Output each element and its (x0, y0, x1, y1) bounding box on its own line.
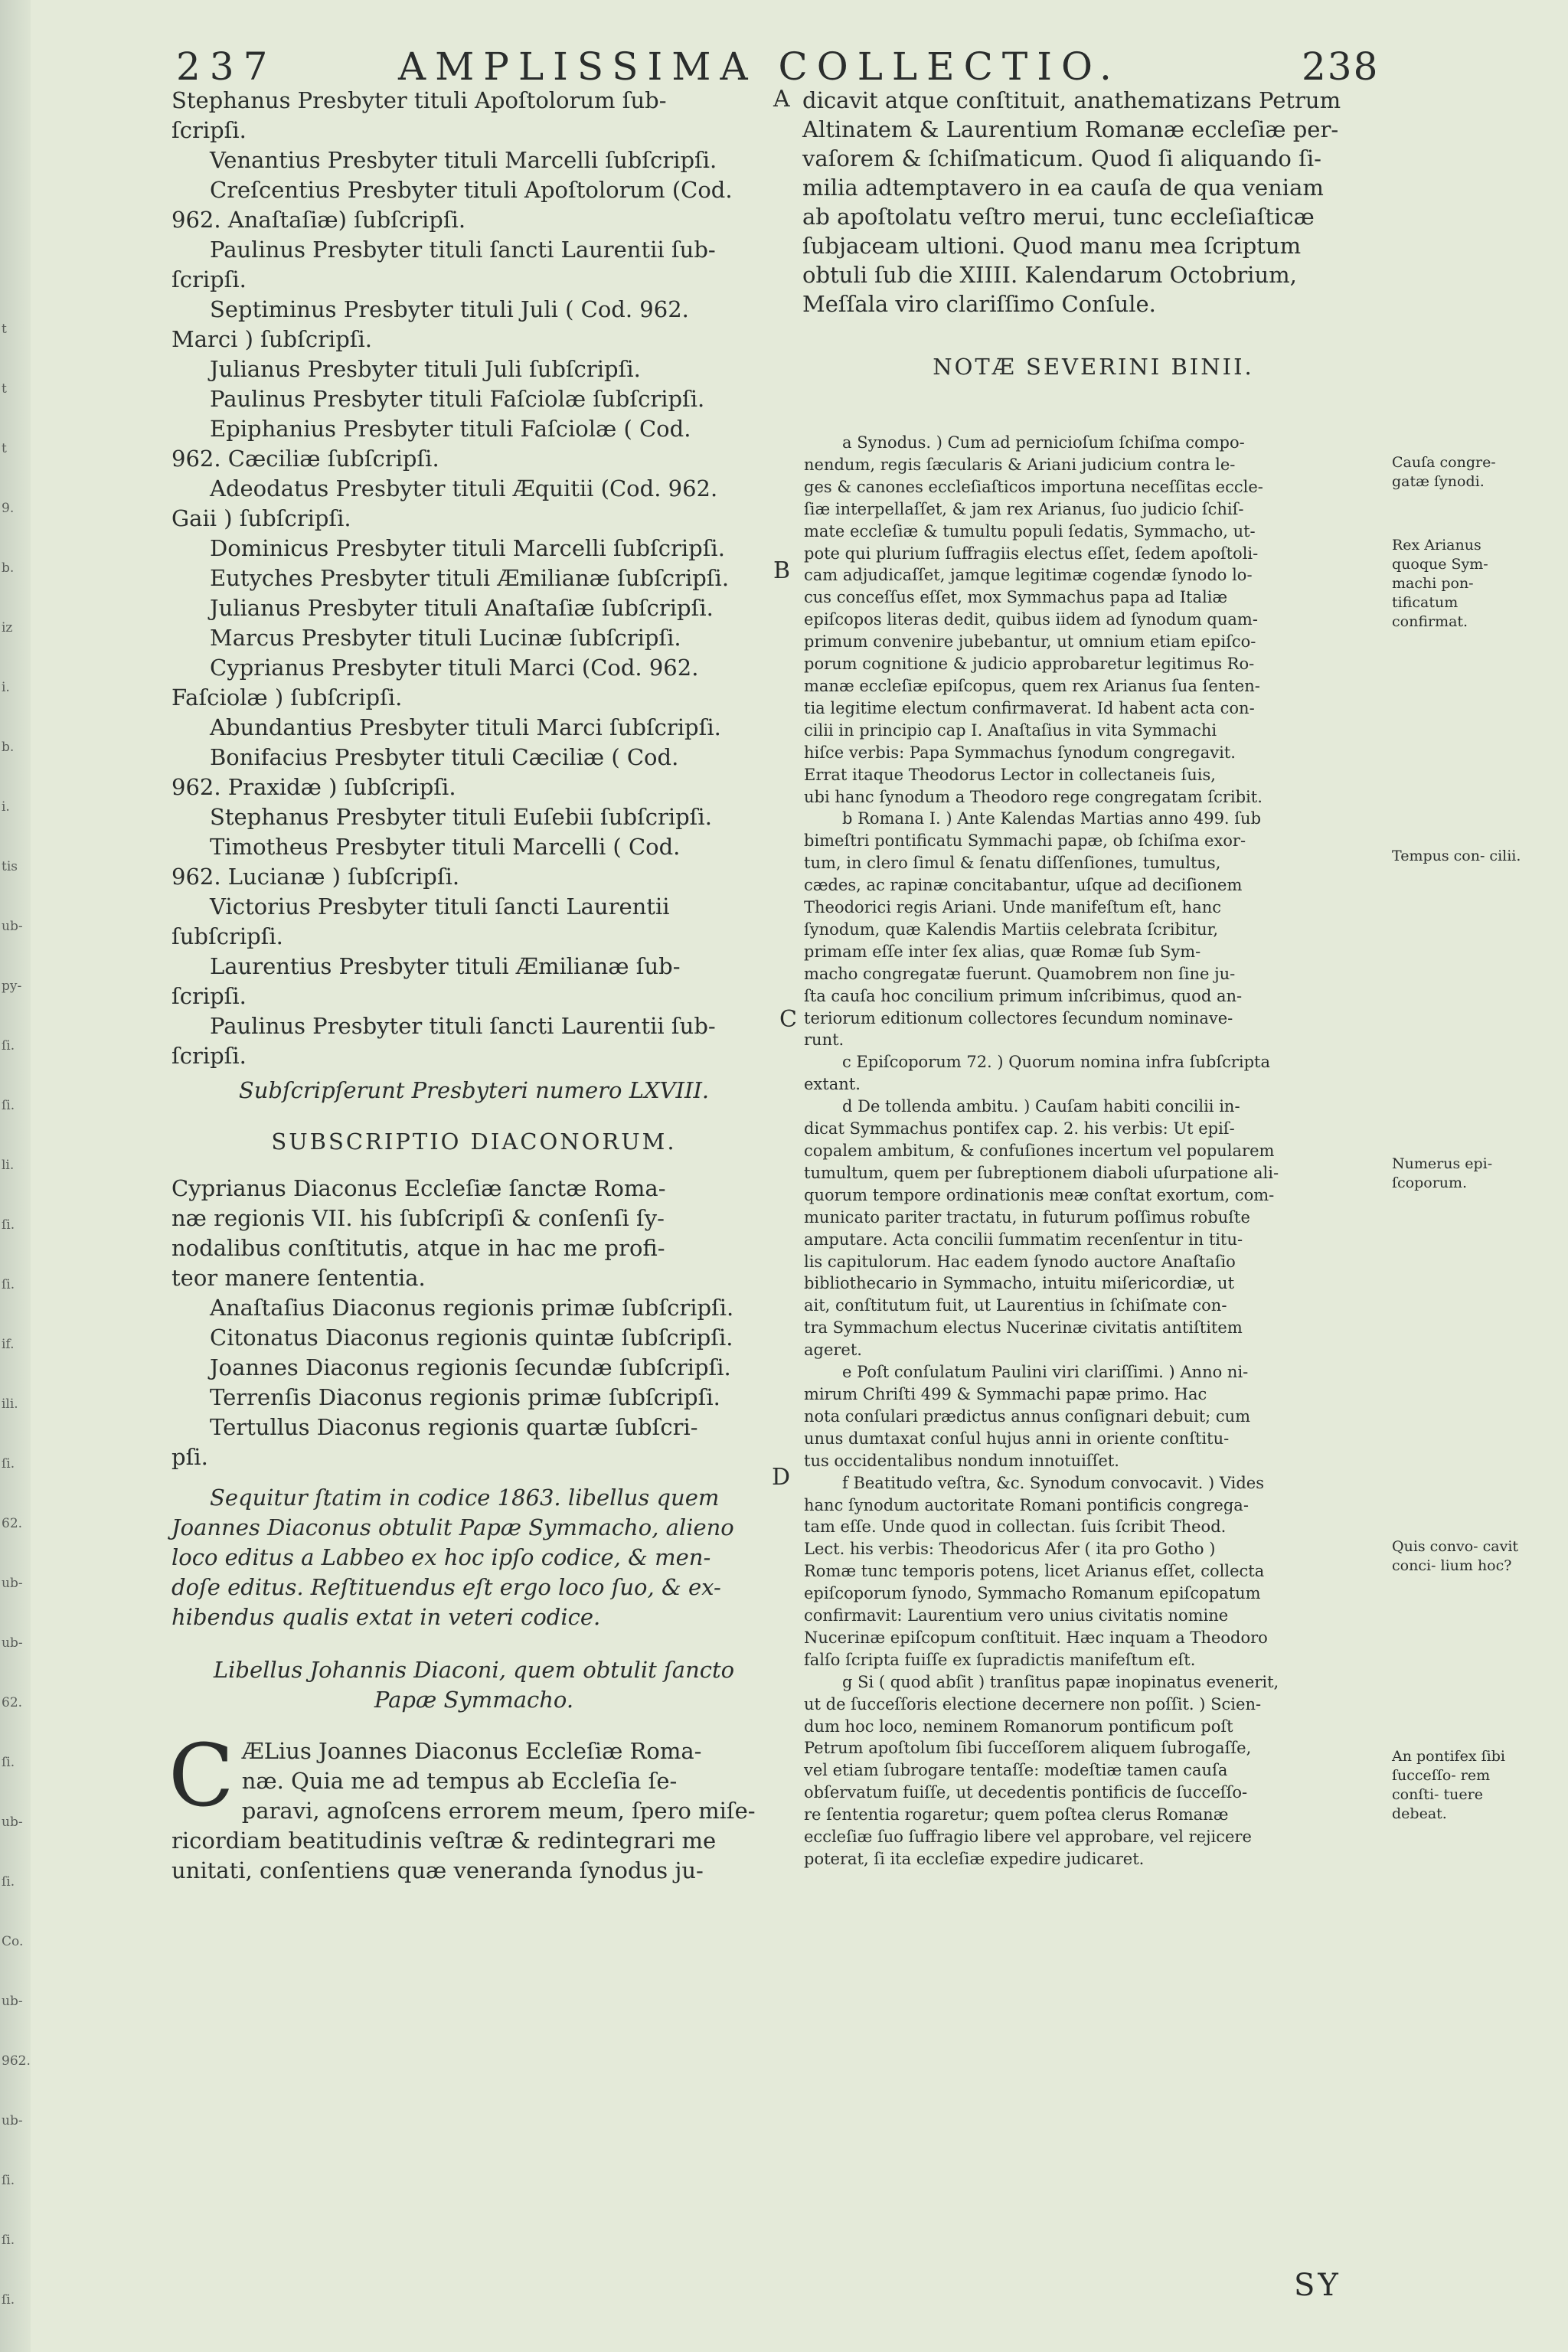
gutter-fragment: ſi. (2, 2292, 15, 2308)
text-line: Dominicus Presbyter tituli Marcelli ſubſcripſi. (210, 535, 725, 561)
text-line: porum cognitione & judicio approbaretur legitimus Ro- (804, 655, 1255, 674)
text-line: Romæ tunc temporis potens, licet Arianus eſſet, collecta (804, 1562, 1265, 1581)
text-line: ſiæ interpellaſſet, & jam rex Arianus, ſuo judicio ſchiſ- (804, 499, 1244, 518)
text-line: cus conceſſus eſſet, mox Symmachus papa ad Italiæ (804, 588, 1228, 607)
text-line: bimeſtri pontificatu Symmachi papæ, ob ſchiſma exor- (804, 831, 1246, 851)
text-line: Sequitur ſtatim in codice 1863. libellus quem (210, 1485, 720, 1511)
gutter-fragment: ſi. (2, 1098, 15, 1113)
binius-notes (804, 432, 1386, 1870)
gutter-fragment: b. (2, 740, 15, 755)
running-title: AMPLISSIMA COLLECTIO. (398, 44, 1121, 89)
gutter-fragment: ſi. (2, 1755, 15, 1770)
text-line: hiſce verbis: Papa Symmachus ſynodum congregavit. (804, 743, 1236, 762)
text-line: amputare. Acta concilii ſummatim recenſentur in titu- (804, 1230, 1243, 1249)
gutter-fragment: ſi. (2, 1277, 15, 1292)
text-line: Venantius Presbyter tituli Marcelli ſubſcripſi. (210, 147, 717, 173)
text-line: Marci ) ſubſcripſi. (172, 326, 372, 352)
page-number-right: 238 (1302, 44, 1380, 89)
text-line: 962. Praxidæ ) ſubſcripſi. (172, 774, 456, 800)
text-line: epiſcopos literas dedit, quibus iidem ad ſynodum quam- (804, 610, 1258, 629)
text-line: Cyprianus Presbyter tituli Marci (Cod. 962. (210, 655, 699, 681)
text-line: Libellus Johannis Diaconi, quem obtulit ſancto (213, 1657, 735, 1683)
text-line: copalem ambitum, & confuſiones incertum vel popularem (804, 1142, 1275, 1160)
gutter-fragment: ub- (2, 1635, 23, 1651)
text-line: poterat, ſi ita eccleſiæ expedire judicaret. (804, 1850, 1145, 1868)
text-line: Epiphanius Presbyter tituli Faſciolæ ( Cod. (210, 416, 691, 442)
notes-heading: NOTÆ SEVERINI BINII. (933, 354, 1254, 380)
text-line: vel etiam ſubrogare tentaſſe: modeſtiæ tamen cauſa (804, 1761, 1228, 1780)
text-line: unus dumtaxat conſul hujus anni in oriente conſtitu- (804, 1429, 1230, 1448)
gutter-fragment: t (2, 322, 7, 337)
text-line: nendum, regis ſæcularis & Ariani judicium contra le- (804, 455, 1236, 474)
text-line: Gaii ) ſubſcripſi. (172, 505, 351, 531)
text-line: a Synodus. ) Cum ad pernicioſum ſchiſma compo- (842, 433, 1245, 452)
gutter-fragment: i. (2, 680, 10, 695)
drop-cap: C (168, 1726, 234, 1826)
text-line: epiſcoporum ſynodo, Symmacho Romanum epiſcopatum (804, 1584, 1261, 1603)
text-line: Marcus Presbyter tituli Lucinæ ſubſcripſi. (210, 625, 681, 651)
text-line: næ. Quia me ad tempus ab Eccleſia ſe- (241, 1768, 678, 1794)
gutter-fragment: tis (2, 859, 18, 874)
text-line: lis capitulorum. Hac eadem ſynodo auctore Anaſtaſio (804, 1252, 1236, 1271)
text-line: ubi hanc ſynodum a Theodoro rege congregatam ſcribit. (804, 787, 1263, 806)
libellus-continuation (802, 86, 1384, 318)
text-line: ges & canones eccleſiaſticos importuna neceſſitas eccle- (804, 477, 1263, 496)
text-line: ab apoſtolatu veſtro merui, tunc eccleſiaſticæ (802, 204, 1315, 230)
text-line: 962. Lucianæ ) ſubſcripſi. (172, 864, 460, 890)
section-letter-a: A (773, 86, 790, 113)
text-line: ſynodum, quæ Kalendis Martiis celebrata ſcribitur, (804, 920, 1219, 939)
gutter-fragment: i. (2, 799, 10, 815)
gutter-fragment: 62. (2, 1695, 23, 1710)
text-line: næ regionis VII. his ſubſcripſi & conſenſi ſy- (172, 1205, 665, 1231)
text-line: pſi. (172, 1444, 208, 1470)
libellus-title (172, 1655, 776, 1715)
text-line: Meſſala viro clariſſimo Conſule. (802, 291, 1156, 317)
gutter-fragment: ub- (2, 2113, 23, 2128)
deacon-subscriptions (172, 1174, 776, 1472)
text-line: ſta cauſa hoc concilium primum inſcribimus, quod an- (804, 986, 1243, 1005)
text-line: f Beatitudo veſtra, &c. Synodum convocavit. ) Vides (842, 1473, 1265, 1492)
catchword: SY (1294, 2268, 1341, 2303)
gutter-fragment: ili. (2, 1396, 18, 1412)
text-line: Faſciolæ ) ſubſcripſi. (172, 684, 403, 710)
gutter-fragment: li. (2, 1158, 15, 1173)
deacons-heading: SUBSCRIPTIO DIACONORUM. (271, 1129, 677, 1155)
text-line: paravi, agnoſcens errorem meum, ſpero miſe- (241, 1798, 756, 1824)
text-line: milia adtemptavero in ea cauſa de qua veniam (802, 175, 1324, 201)
margin-note: An pontifex ſibi ſucceſſo- rem conſti- tuere debeat. (1392, 1748, 1505, 1822)
text-line: ricordiam beatitudinis veſtræ & redintegrari me (172, 1828, 717, 1854)
gutter-fragment: ub- (2, 1994, 23, 2009)
text-line: d De tollenda ambitu. ) Cauſam habiti concilii in- (842, 1097, 1240, 1116)
text-line: hanc ſynodum auctoritate Romani pontificis congrega- (804, 1495, 1249, 1514)
text-line: c Epiſcoporum 72. ) Quorum nomina infra ſubſcripta (842, 1053, 1271, 1072)
text-line: Stephanus Presbyter tituli Apoſtolorum ſub- (172, 87, 667, 113)
text-line: confirmavit: Laurentium vero unius civitatis nomine (804, 1606, 1229, 1625)
text-line: Septiminus Presbyter tituli Juli ( Cod. 962. (210, 296, 689, 322)
gutter-fragment: ub- (2, 919, 23, 934)
section-letter-b: B (773, 557, 791, 584)
text-line: Citonatus Diaconus regionis quintæ ſubſcripſi. (210, 1325, 733, 1351)
text-line: dum hoc loco, neminem Romanorum pontificum poſt (804, 1717, 1233, 1736)
text-line: Abundantius Presbyter tituli Marci ſubſcripſi. (210, 714, 721, 740)
text-line: Julianus Presbyter tituli Juli ſubſcripſi. (210, 356, 641, 382)
text-line: ſcripſi. (172, 983, 247, 1009)
gutter-fragment: if. (2, 1337, 15, 1352)
text-line: Julianus Presbyter tituli Anaſtaſiæ ſubſcripſi. (210, 595, 714, 621)
text-line: Papæ Symmacho. (374, 1687, 574, 1713)
section-letter-d: D (772, 1464, 791, 1491)
gutter-fragment: Co. (2, 1934, 24, 1949)
left-column (168, 86, 776, 1886)
text-line: manæ eccleſiæ epiſcopus, quem rex Arianus ſua ſenten- (804, 676, 1260, 695)
text-line: Paulinus Presbyter tituli ſancti Laurentii ſub- (210, 237, 716, 263)
text-line: Eutyches Presbyter tituli Æmilianæ ſubſcripſi. (210, 565, 730, 591)
text-line: unitati, conſentiens quæ veneranda ſynodus ju- (172, 1857, 704, 1883)
margin-note: Quis convo- cavit conci- lium hoc? (1392, 1538, 1519, 1574)
text-line: vaſorem & ſchiſmaticum. Quod ſi aliquando ſi- (802, 145, 1321, 172)
text-line: Tertullus Diaconus regionis quartæ ſubſcri- (210, 1414, 698, 1440)
text-line: Creſcentius Presbyter tituli Apoſtolorum (Cod. (210, 177, 733, 203)
text-line: doſe editus. Reſtituendus eſt ergo loco ſuo, & ex- (172, 1574, 721, 1600)
margin-note: Numerus epi- ſcoporum. (1392, 1155, 1493, 1191)
text-line: eccleſiæ ſuo ſuffragio libere vel approbare, vel rejicere (804, 1828, 1252, 1847)
text-line: tra Symmachum electus Nucerinæ civitatis antiſtitem (804, 1318, 1243, 1338)
text-line: runt. (804, 1031, 844, 1050)
gutter-fragment: ſi. (2, 2173, 15, 2188)
text-line: re ſententia rogaretur; quem poſtea clerus Romanæ (804, 1805, 1229, 1824)
text-line: cam adjudicaſſet, jamque legitimæ cogendæ ſynodo lo- (804, 566, 1253, 585)
text-line: Terrenſis Diaconus regionis primæ ſubſcripſi. (210, 1384, 720, 1410)
gutter-fragment: 62. (2, 1516, 23, 1531)
gutter-fragment: ub- (2, 1815, 23, 1830)
text-line: nodalibus conſtitutis, atque in hac me profi- (172, 1235, 665, 1261)
text-line: Adeodatus Presbyter tituli Æquitii (Cod. 962. (210, 475, 718, 501)
gutter-fragment: 962. (2, 2053, 31, 2069)
libellus-body (168, 1726, 776, 1886)
text-line: obtuli ſub die XIIII. Kalendarum Octobrium, (802, 262, 1297, 288)
margin-note: Rex Arianus quoque Sym- machi pon- tificatum confirmat. (1392, 537, 1488, 630)
text-line: primum convenire jubebantur, ut omnium etiam epiſco- (804, 632, 1256, 652)
text-line: ſcripſi. (172, 266, 247, 292)
text-line: tus occidentalibus nondum innotuiſſet. (804, 1451, 1119, 1470)
text-line: macho congregatæ fuerunt. Quamobrem non ſine ju- (804, 964, 1236, 983)
text-line: Nucerinæ epiſcopum conſtituit. Hæc inquam a Theodoro (804, 1628, 1268, 1647)
gutter-fragment: 9. (2, 501, 15, 516)
facing-page-gutter (0, 0, 31, 2352)
text-line: Petrum apoſtolum ſibi ſucceſſorem aliquem ſubrogaſſe, (804, 1739, 1252, 1758)
gutter-fragment: py- (2, 978, 22, 994)
gutter-fragment: ub- (2, 1576, 23, 1591)
text-line: ſubſcripſi. (172, 923, 283, 949)
text-line: Stephanus Presbyter tituli Euſebii ſubſcripſi. (210, 804, 712, 830)
gutter-fragment: t (2, 441, 7, 456)
gutter-fragment: ſi. (2, 1038, 15, 1054)
gutter-fragment: t (2, 381, 7, 397)
text-line: tam eſſe. Unde quod in collectan. ſuis ſcribit Theod. (804, 1517, 1227, 1537)
gutter-fragment: ſi. (2, 1217, 15, 1233)
presbyter-subscriptions (172, 86, 776, 1071)
text-line: ait, conſtitutum fuit, ut Laurentius in ſchiſmate con- (804, 1296, 1227, 1315)
gutter-fragment: b. (2, 560, 15, 576)
text-line: quorum tempore ordinationis meæ conſtat exortum, com- (804, 1185, 1275, 1204)
text-line: mirum Chriſti 499 & Symmachi papæ primo. Hac (804, 1384, 1207, 1403)
text-line: Anaſtaſius Diaconus regionis primæ ſubſcripſi. (210, 1295, 734, 1321)
text-line: loco editus a Labbeo ex hoc ipſo codice, & men- (172, 1544, 711, 1570)
text-line: mate eccleſiæ & tumultu populi ſedatis, Symmacho, ut- (804, 521, 1256, 541)
gutter-fragment: ſi. (2, 1874, 15, 1890)
text-line: Paulinus Presbyter tituli ſancti Laurentii ſub- (210, 1013, 716, 1039)
text-line: teor manere ſententia. (172, 1265, 426, 1291)
text-line: cædes, ac rapinæ concitabantur, uſque ad deciſionem (804, 876, 1243, 895)
text-line: Victorius Presbyter tituli ſancti Laurentii (210, 893, 670, 920)
text-line: dicavit atque conſtituit, anathematizans Petrum (802, 87, 1341, 113)
text-line: ageret. (804, 1341, 862, 1360)
text-line: tumultum, quem per ſubreptionem diaboli uſurpatione ali- (804, 1163, 1279, 1182)
text-line: municato pariter tractatu, in futurum poſſimus robuſte (804, 1207, 1250, 1227)
editor-note (172, 1483, 776, 1632)
text-line: tia legitime electum confirmaverat. Id habent acta con- (804, 698, 1255, 717)
text-line: ſcripſi. (172, 117, 247, 143)
gutter-fragment: ſi. (2, 1456, 15, 1472)
text-line: Errat itaque Theodorus Lector in collectaneis ſuis, (804, 765, 1216, 784)
text-line: extant. (804, 1075, 861, 1094)
page-number-left: 237 (176, 44, 277, 89)
text-line: Lect. his verbis: Theodoricus Afer ( ita pro Gotho ) (804, 1540, 1216, 1559)
text-line: 962. Anaſtaſiæ) ſubſcripſi. (172, 207, 466, 233)
right-column (802, 86, 1384, 381)
text-line: g Si ( quod abſit ) tranſitus papæ inopinatus evenerit, (842, 1672, 1279, 1691)
text-line: b Romana I. ) Ante Kalendas Martias anno 499. ſub (842, 809, 1262, 828)
margin-note: Tempus con- cilii. (1392, 848, 1521, 864)
text-line: Laurentius Presbyter tituli Æmilianæ ſub- (210, 953, 681, 979)
text-line: ſubjaceam ultioni. Quod manu mea ſcriptum (802, 233, 1302, 259)
margin-note: Cauſa congre- gatæ ſynodi. (1392, 454, 1496, 490)
text-line: Theodorici regis Ariani. Unde manifeſtum eſt, hanc (804, 898, 1221, 917)
gutter-fragment: ſi. (2, 2233, 15, 2248)
gutter-fragment: iz (2, 620, 13, 635)
text-line: ÆLius Joannes Diaconus Eccleſiæ Roma- (241, 1738, 702, 1764)
text-line: ut de ſucceſſoris electione decernere non poſſit. ) Scien- (804, 1694, 1262, 1713)
text-line: Cyprianus Diaconus Eccleſiæ ſanctæ Roma- (172, 1175, 666, 1201)
text-line: Joannes Diaconus regionis ſecundæ ſubſcripſi. (210, 1354, 731, 1380)
text-line: cilii in principio cap I. Anaſtaſius in vita Symmachi (804, 720, 1217, 740)
text-line: dicat Symmachus pontifex cap. 2. his verbis: Ut epiſ- (804, 1119, 1235, 1138)
text-line: Altinatem & Laurentium Romanæ eccleſiæ per- (802, 116, 1339, 142)
text-line: obſervatum fuiſſe, ut decedentis pontificis de ſucceſſo- (804, 1783, 1248, 1802)
text-line: teriorum editionum collectores ſecundum nominave- (804, 1008, 1233, 1027)
text-line: falſo ſcripta fuiſſe ex ſupradictis manifeſtum eſt. (804, 1650, 1196, 1669)
text-line: tum, in clero ſimul & ſenatu diſſenſiones, tumultus, (804, 854, 1221, 873)
text-line: nota conſulari prædictus annus conſignari debuit; cum (804, 1406, 1251, 1426)
text-line: Paulinus Presbyter tituli Faſciolæ ſubſcripſi. (210, 386, 705, 412)
presbyters-total: Subſcripſerunt Presbyteri numero LXVIII. (238, 1077, 710, 1103)
section-letter-c: C (779, 1006, 797, 1033)
text-line: bibliothecario in Symmacho, intuitu miſericordiæ, ut (804, 1274, 1235, 1293)
text-line: 962. Cæciliæ ſubſcripſi. (172, 446, 439, 472)
text-line: primam eſſe inter ſex alias, quæ Romæ ſub Sym- (804, 942, 1201, 961)
text-line: Joannes Diaconus obtulit Papæ Symmacho, alieno (172, 1514, 734, 1540)
text-line: ſcripſi. (172, 1043, 247, 1069)
text-line: pote qui plurium ſuffragiis electus eſſet, ſedem apoſtoli- (804, 544, 1259, 563)
text-line: hibendus qualis extat in veteri codice. (172, 1604, 601, 1630)
text-line: Bonifacius Presbyter tituli Cæciliæ ( Cod. (210, 744, 679, 770)
text-line: e Poſt conſulatum Paulini viri clariſſimi. ) Anno ni- (842, 1363, 1249, 1382)
text-line: Timotheus Presbyter tituli Marcelli ( Cod. (210, 834, 681, 860)
